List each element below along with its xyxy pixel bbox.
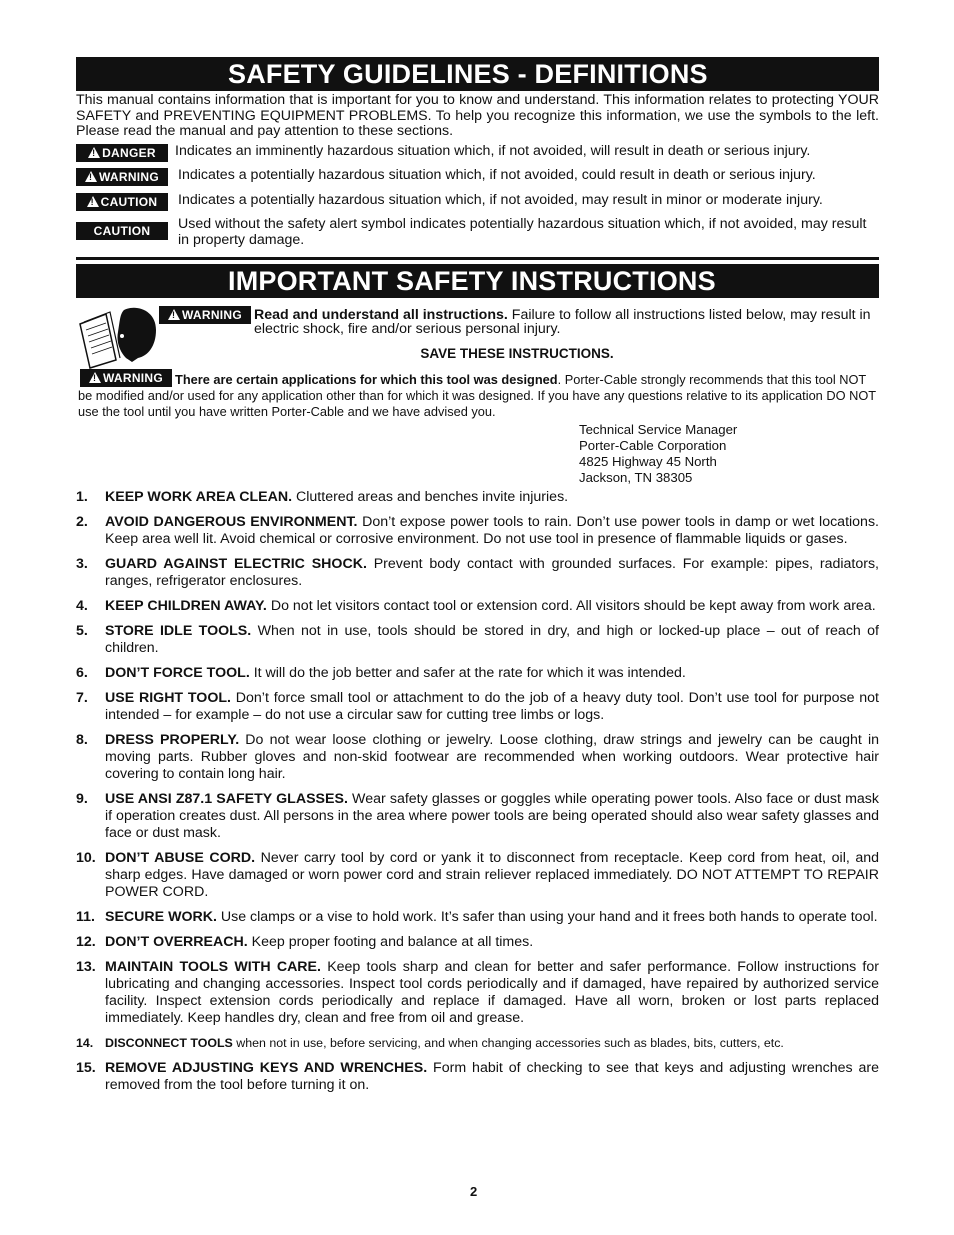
safety-instruction-list — [76, 489, 879, 1102]
address-block — [579, 422, 737, 486]
list-item: 7. USE RIGHT TOOL. Don’t force small tool or attachment to do the job of a heavy duty tool. Don’t use tool for purpose not intended – for example – do not use a circular saw for cutting tree limbs or logs. — [76, 690, 879, 723]
section-title-instructions: IMPORTANT SAFETY INSTRUCTIONS — [76, 264, 879, 298]
caution-badge: !CAUTION — [76, 193, 168, 211]
alert-triangle-icon — [88, 147, 100, 158]
address-line: 4825 Highway 45 North — [579, 454, 717, 469]
alert-triangle-icon — [87, 196, 99, 207]
list-item: 11. SECURE WORK. Use clamps or a vise to hold work. It’s safer than using your hand and it frees both hands to operate tool. — [76, 909, 878, 925]
list-item: 9. USE ANSI Z87.1 SAFETY GLASSES. Wear safety glasses or goggles while operating power tools. Also face or dust mask if operation creates dust. All persons in the area where power tools are being operated should also wear safety glasses and face or dust mask. — [76, 791, 879, 841]
list-item: 15. REMOVE ADJUSTING KEYS AND WRENCHES. Form habit of checking to see that keys and adjusting wrenches are removed from the tool before turning it on. — [76, 1060, 879, 1093]
caution-nosymbol-definition: Used without the safety alert symbol indicates potentially hazardous situation which, if not avoided, may result in property damage. — [178, 216, 867, 248]
alert-triangle-icon — [85, 171, 97, 182]
intro-paragraph: This manual contains information that is important for you to know and understand. This information relates to protecting YOUR SAFETY and PREVENTING EQUIPMENT PROBLEMS. To help you recognize this information, we use the symbols to the left. Please read the manual and pay attention to these sections. — [76, 92, 879, 140]
section-title-definitions: SAFETY GUIDELINES - DEFINITIONS — [76, 57, 879, 91]
list-item: 13. MAINTAIN TOOLS WITH CARE. Keep tools sharp and clean for better and safer performance. Follow instructions for lubricating and changing accessories. Inspect tool cords periodically and if damaged, have repaired by authorized service facility. Inspect extension cords periodically and replace if damaged. Have all worn, broken or lost parts replaced immediately. Keep handles dry, clean and free from oil and grease. — [76, 959, 879, 1026]
warning-read-instructions: Read and understand all instructions. Failure to follow all instructions listed below, may result in electric shock, fire and/or serious personal injury. — [254, 307, 871, 337]
section-rule — [76, 257, 879, 260]
caution-definition: Indicates a potentially hazardous situation which, if not avoided, may result in minor or moderate injury. — [178, 192, 823, 208]
danger-definition: Indicates an imminently hazardous situation which, if not avoided, will result in death or serious injury. — [175, 143, 811, 159]
list-item: 14. DISCONNECT TOOLS when not in use, before servicing, and when changing accessories such as blades, bits, cutters, etc. — [76, 1036, 784, 1050]
list-item: 4. KEEP CHILDREN AWAY. Do not let visitors contact tool or extension cord. All visitors should be kept away from work area. — [76, 598, 876, 614]
warning-badge-2: !WARNING — [80, 369, 172, 387]
address-line: Technical Service Manager — [579, 422, 738, 437]
address-line: Porter-Cable Corporation — [579, 438, 727, 453]
alert-triangle-icon — [168, 309, 180, 320]
list-item: 8. DRESS PROPERLY. Do not wear loose clothing or jewelry. Loose clothing, draw strings and jewelry can be caught in moving parts. Rubber gloves and non-skid footwear are recommended when working outdoors. Wear protective hair covering to contain long hair. — [76, 732, 879, 782]
page-number: 2 — [470, 1184, 478, 1199]
save-instructions: SAVE THESE INSTRUCTIONS. — [420, 346, 614, 361]
list-item: 5. STORE IDLE TOOLS. When not in use, tools should be stored in dry, and high or locked-up place – out of reach of children. — [76, 623, 879, 656]
warning-definition: Indicates a potentially hazardous situation which, if not avoided, could result in death or serious injury. — [178, 167, 816, 183]
list-item: 1. KEEP WORK AREA CLEAN. Cluttered areas and benches invite injuries. — [76, 489, 569, 505]
list-item: 12. DON’T OVERREACH. Keep proper footing and balance at all times. — [76, 934, 534, 950]
caution-nosymbol-badge: CAUTION — [76, 222, 168, 240]
list-item: 6. DON’T FORCE TOOL. It will do the job better and safer at the rate for which it was intended. — [76, 665, 686, 681]
address-line: Jackson, TN 38305 — [579, 470, 693, 485]
danger-badge: !DANGER — [76, 144, 168, 162]
warning-badge-1: !WARNING — [159, 306, 251, 324]
list-item: 2. AVOID DANGEROUS ENVIRONMENT. Don’t expose power tools to rain. Don’t use power tools in damp or wet locations. Keep area well lit. Avoid chemical or corrosive environment. Do not use tool in presence of flammable liquids or gases. — [76, 514, 879, 547]
warning-badge: !WARNING — [76, 168, 168, 186]
warning-applications: There are certain applications for which this tool was designed. Porter-Cable strongly recommends that this tool NOT be modified and/or used for any application other than for which it was designed. If you have any questions relative to its application DO NOT use the tool until you have written Porter-Cable and we have advised you. — [78, 372, 876, 419]
list-item: 3. GUARD AGAINST ELECTRIC SHOCK. Prevent body contact with grounded surfaces. For example: pipes, radiators, ranges, refrigerator enclosures. — [76, 556, 879, 589]
list-item: 10. DON’T ABUSE CORD. Never carry tool by cord or yank it to disconnect from receptacle. Keep cord from heat, oil, and sharp edges. Have damaged or worn power cord and strain reliever replaced immediately. DO NOT ATTEMPT TO REPAIR POWER CORD. — [76, 850, 879, 900]
